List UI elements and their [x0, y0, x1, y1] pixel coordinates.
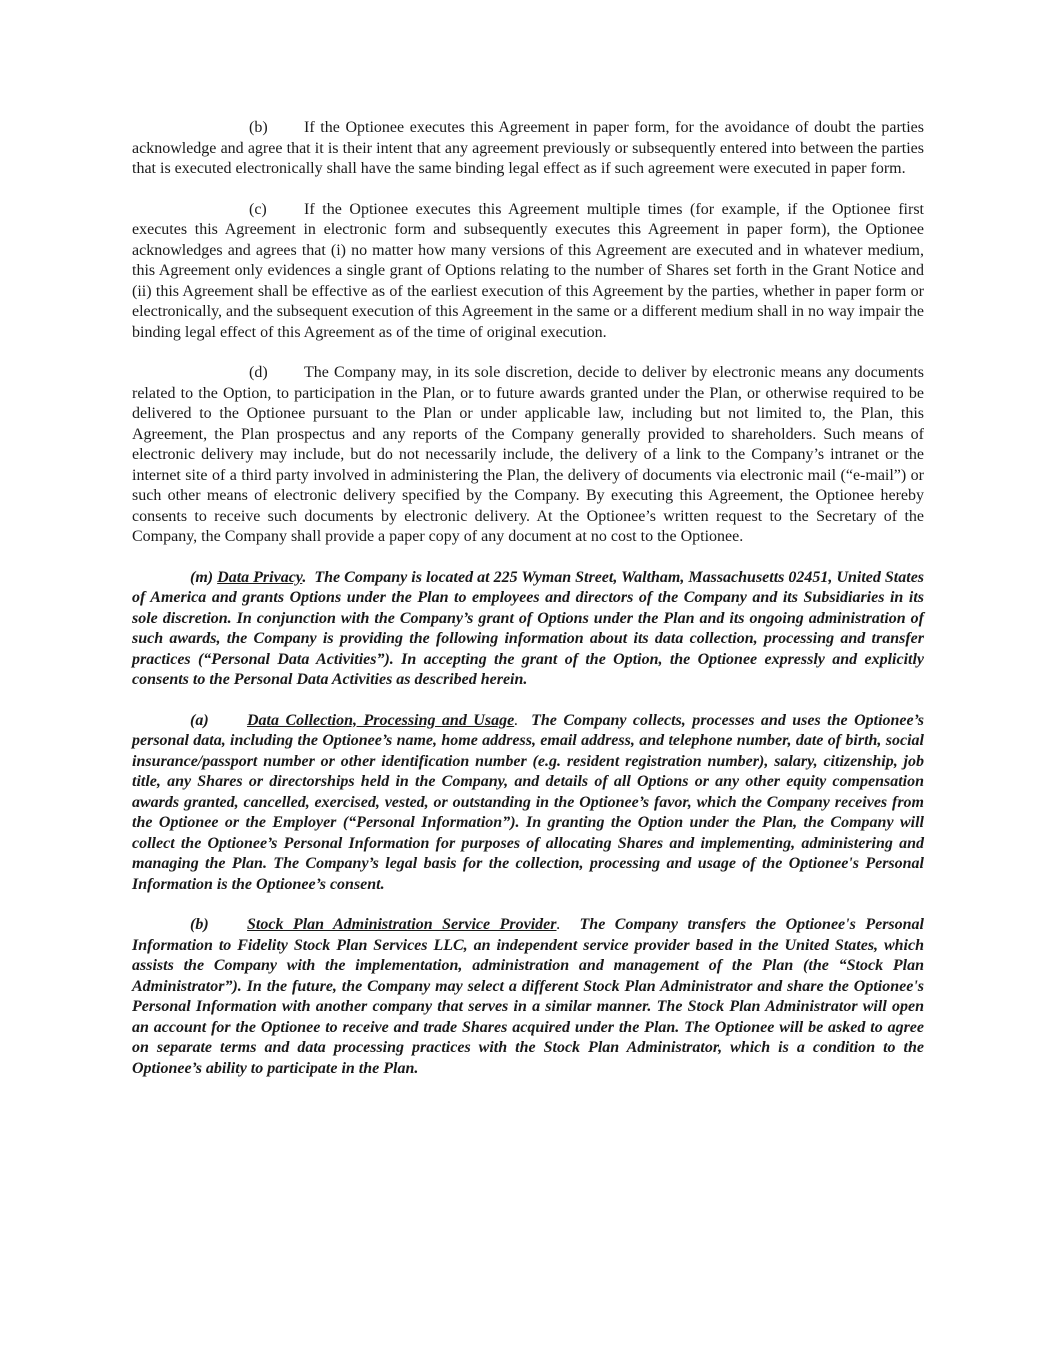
paragraph-text: The Company transfers the Optionee's Personal Information to Fidelity Stock Plan Services LLC, an independent service provider based in the United States, which assists the Company with the implementation, administration and management of the Plan (the “Stock Plan Administrator”). In the future, the Company may select a different Stock Plan Administrator and share the Optionee's Personal Information with another company that serves in a similar manner. The Stock Plan Administrator will open an account for the Optionee to receive and trade Shares acquired under the Plan. The Optionee will be asked to agree on separate terms and data processing practices with the Stock Plan Administrator, which is a condition to the Optionee’s ability to participate in the Plan.	[132, 916, 924, 1077]
paragraph-text: If the Optionee executes this Agreement multiple times (for example, if the Optionee first executes this Agreement in electronic form and subsequently executes this Agreement in paper form), the Optionee acknowledges and agrees that (i) no matter how many versions of this Agreement are executed and in whatever medium, this Agreement only evidences a single grant of Options relating to the number of Shares set forth in the Grant Notice and (ii) this Agreement shall be effective as of the earliest execution of this Agreement by the parties, whether in paper form or electronically, and the subsequent execution of this Agreement in the same or a different medium shall in no way impair the binding legal effect of this Agreement as of the time of original execution.	[132, 200, 924, 341]
section-heading: Data Privacy	[217, 568, 303, 586]
paragraph-marker: (m)	[190, 568, 214, 586]
section-heading: Data Collection, Processing and Usage	[247, 711, 515, 729]
heading-punctuation: .	[556, 916, 561, 933]
paragraph-d-electronic-delivery	[132, 363, 924, 548]
section-heading: Stock Plan Administration Service Provider	[247, 916, 557, 933]
paragraph-m-data-privacy	[132, 568, 924, 691]
paragraph-marker: (a)	[190, 711, 209, 729]
paragraph-marker: (c)	[249, 200, 267, 218]
paragraph-b-paper-form	[132, 118, 924, 180]
paragraph-marker: (d)	[249, 364, 268, 381]
paragraph-text: The Company collects, processes and uses the Optionee’s personal data, including the Optionee’s name, home address, email address, and telephone number, date of birth, social insurance/passport number or other identification number (e.g. resident registration number), salary, citizenship, job title, any Shares or directorships held in the Company, and details of all Options or any other equity compensation awards granted, cancelled, exercised, vested, or outstanding in the Optionee’s favor, which the Company receives from the Optionee or the Employer (“Personal Information”). In granting the Option under the Plan, the Company will collect the Optionee’s Personal Information for purposes of allocating Shares and implementing, administering and managing the Plan. The Company’s legal basis for the collection, processing and usage of the Optionee's Personal Information is the Optionee’s consent.	[132, 711, 925, 893]
paragraph-text: The Company is located at 225 Wyman Street, Waltham, Massachusetts 02451, United States of America and grants Options under the Plan to employees and directors of the Company and its Subsidiaries in its sole discretion. In conjunction with the Company’s grant of Options under the Plan and its ongoing administration of such awards, the Company is providing the following information about its data collection, processing and transfer practices (“Personal Data Activities”). In accepting the grant of the Option, the Optionee expressly and explicitly consents to the Personal Data Activities as described herein.	[132, 568, 925, 688]
paragraph-marker: (b)	[190, 916, 209, 933]
paragraph-text: If the Optionee executes this Agreement in paper form, for the avoidance of doubt the parties acknowledge and agree that it is their intent that any agreement previously or subsequently entered into between the parties that is executed electronically shall have the same binding legal effect as if such agreement were executed in paper form.	[132, 119, 924, 177]
paragraph-text: The Company may, in its sole discretion, decide to deliver by electronic means any documents related to the Option, to participation in the Plan, or to future awards granted under the Plan, or otherwise required to be delivered to the Optionee pursuant to the Plan or under applicable law, including but not limited to, the Plan, this Agreement, the Plan prospectus and any reports of the Company generally provided to shareholders. Such means of electronic delivery may include, but do not necessarily include, the delivery of a link to the Company’s intranet or the internet site of a third party involved in administering the Plan, the delivery of documents via electronic mail (“e-mail”) or such other means of electronic delivery specified by the Company. By executing this Agreement, the Optionee hereby consents to receive such documents by electronic delivery. At the Optionee’s written request to the Secretary of the Company, the Company shall provide a paper copy of any document at no cost to the Optionee.	[132, 364, 924, 545]
paragraph-marker: (b)	[249, 119, 268, 136]
paragraph-c-multiple-executions	[132, 200, 924, 344]
heading-punctuation: .	[514, 711, 519, 729]
paragraph-a-data-collection	[132, 711, 924, 896]
document-page	[132, 118, 924, 1099]
heading-punctuation: .	[302, 568, 307, 586]
paragraph-b-service-provider	[132, 915, 924, 1079]
